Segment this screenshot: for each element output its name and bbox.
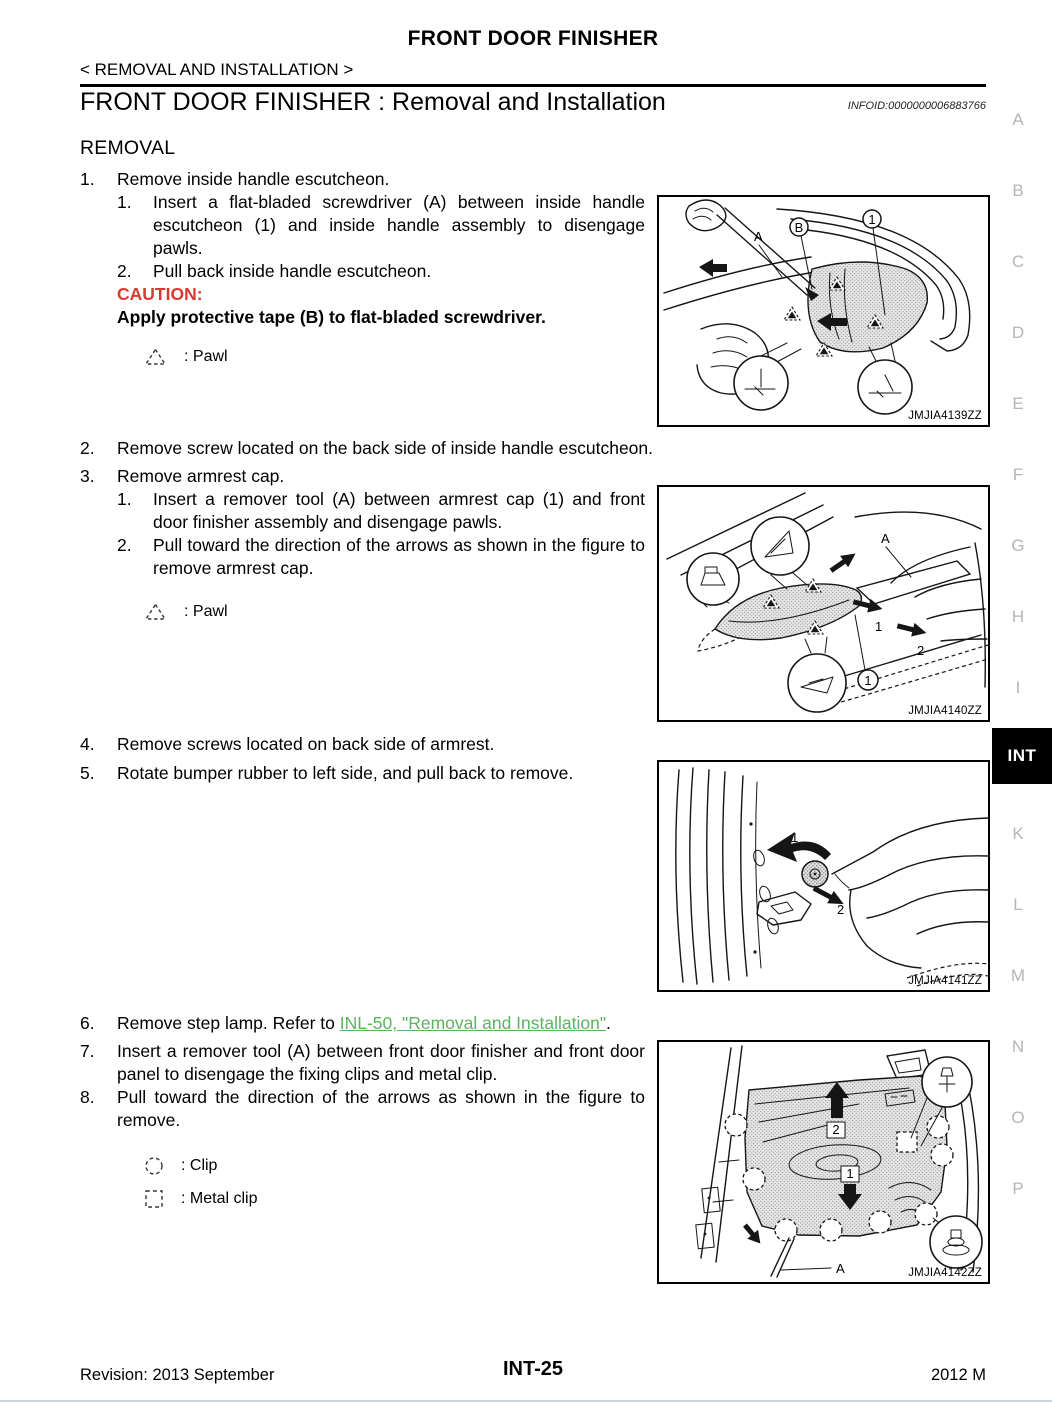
- section-title: FRONT DOOR FINISHER : Removal and Installation: [80, 88, 666, 116]
- legend-pawl: [144, 600, 645, 623]
- figure-caption: JMJIA4140ZZ: [908, 705, 982, 717]
- list-item: [80, 1012, 645, 1035]
- substep-text: Insert a remover tool (A) between armrest cap (1) and front door finisher assembly and disengage pawls.: [153, 489, 645, 532]
- step-number: 7.: [80, 1041, 95, 1061]
- footer-page-number: INT-25: [502, 1358, 564, 1380]
- step-number: 3.: [80, 466, 95, 486]
- step-block-4: [80, 1012, 645, 1210]
- footer-model: 2012 M: [930, 1366, 986, 1384]
- list-item: [80, 733, 645, 756]
- figure-arrow-2: 2: [832, 1122, 840, 1137]
- legend-metal-clip: [144, 1187, 645, 1210]
- list-item: [80, 465, 645, 488]
- substep-text: Insert a flat-bladed screwdriver (A) between inside handle escutcheon (1) and inside handle assembly to disengage pawls.: [153, 192, 645, 258]
- figure-label-a: A: [881, 531, 890, 546]
- list-subitem: [117, 534, 645, 580]
- pawl-icon: [144, 603, 167, 621]
- step-text: Remove armrest cap.: [117, 466, 285, 486]
- pawl-icon: [144, 348, 167, 366]
- index-letter-n: N: [1011, 1037, 1025, 1056]
- figure-caption: JMJIA4141ZZ: [908, 975, 982, 987]
- figure-front-door-finisher: [657, 1040, 990, 1284]
- substep-number: 2.: [117, 535, 132, 555]
- step-text: Remove screw located on the back side of inside handle escutcheon.: [117, 438, 654, 458]
- legend-clip: [144, 1154, 645, 1177]
- figure-label-1: 1: [868, 212, 876, 227]
- list-subitem: [117, 488, 645, 534]
- figure-armrest-cap: [657, 485, 990, 722]
- index-letter-a: A: [1012, 110, 1024, 129]
- legend-label: : Metal clip: [181, 1190, 258, 1207]
- step-text: Pull toward the direction of the arrows as shown in the figure to remove.: [117, 1087, 645, 1130]
- figure-illustration: [659, 1042, 988, 1282]
- step-number: 4.: [80, 734, 95, 754]
- metal-clip-icon: [144, 1189, 164, 1209]
- subsection-heading: REMOVAL: [80, 137, 176, 159]
- figure-inside-handle-escutcheon: [657, 195, 990, 427]
- figure-arrow-1: 1: [846, 1166, 854, 1181]
- list-item: [80, 1040, 645, 1086]
- step-text: Remove screws located on back side of armrest.: [117, 734, 495, 754]
- figure-arrow-2: 2: [917, 643, 925, 658]
- section-header: [80, 88, 986, 117]
- step-number: 2.: [80, 438, 95, 458]
- index-letter-d: D: [1011, 323, 1025, 342]
- substep-number: 1.: [117, 192, 132, 212]
- step-text-prefix: Remove step lamp. Refer to: [117, 1013, 340, 1033]
- legend-label: : Pawl: [184, 348, 228, 365]
- step-block-3: [80, 733, 645, 785]
- step-number: 6.: [80, 1013, 95, 1033]
- index-letter-c: C: [1011, 252, 1025, 271]
- legend-label: : Clip: [181, 1157, 218, 1174]
- index-letter-i: I: [1015, 678, 1021, 697]
- figure-illustration: [659, 487, 988, 720]
- list-item: [80, 437, 654, 460]
- substep-text: Pull toward the direction of the arrows as shown in the figure to remove armrest cap.: [153, 535, 645, 578]
- step-text: Insert a remover tool (A) between front door finisher and front door panel to disengage the fixing clips and metal clip.: [117, 1041, 645, 1084]
- footer-revision: Revision: 2013 September: [80, 1366, 275, 1384]
- figure-arrow-2: 2: [837, 902, 845, 917]
- figure-illustration: [659, 197, 988, 425]
- infoid-label: INFOID:0000000006883766: [847, 100, 986, 112]
- substep-number: 1.: [117, 489, 132, 509]
- step-text: Remove inside handle escutcheon.: [117, 169, 390, 189]
- list-item: [80, 168, 645, 191]
- figure-bumper-rubber: [657, 760, 990, 992]
- step-number: 8.: [80, 1087, 95, 1107]
- clip-icon: [144, 1156, 164, 1176]
- header-divider: [80, 84, 986, 87]
- index-letter-o: O: [1011, 1108, 1025, 1127]
- step-block-1: [80, 168, 645, 368]
- index-letter-p: P: [1012, 1179, 1024, 1198]
- figure-arrow-1: 1: [875, 619, 883, 634]
- index-letter-k: K: [1012, 824, 1024, 843]
- figure-arrow-1: 1: [791, 830, 799, 845]
- step-number: 5.: [80, 763, 95, 783]
- figure-caption: JMJIA4142ZZ: [908, 1267, 982, 1279]
- substep-text: Pull back inside handle escutcheon.: [153, 261, 432, 281]
- index-letter-m: M: [1010, 966, 1026, 985]
- step-block-2: [80, 437, 654, 623]
- legend-label: : Pawl: [184, 603, 228, 620]
- breadcrumb: < REMOVAL AND INSTALLATION >: [80, 60, 354, 79]
- index-letter-e: E: [1012, 394, 1024, 413]
- list-subitem: [117, 191, 645, 260]
- list-item: [80, 762, 645, 785]
- caution-text: Apply protective tape (B) to flat-bladed screwdriver.: [117, 307, 546, 327]
- caution-label: CAUTION:: [117, 284, 203, 304]
- step-text-suffix: .: [606, 1013, 611, 1033]
- legend-pawl: [144, 345, 645, 368]
- step-text: Rotate bumper rubber to left side, and pull back to remove.: [117, 763, 574, 783]
- section-tab-int: [992, 728, 1052, 784]
- substep-number: 2.: [117, 261, 132, 281]
- figure-label-b: B: [794, 220, 804, 235]
- index-letter-h: H: [1011, 607, 1025, 626]
- list-item: [80, 1086, 645, 1132]
- figure-illustration: [659, 762, 988, 990]
- figure-label-a: A: [836, 1261, 845, 1276]
- index-letter-b: B: [1012, 181, 1024, 200]
- figure-caption: JMJIA4139ZZ: [908, 410, 982, 422]
- figure-label-1: 1: [864, 673, 872, 688]
- page-bottom-edge: [0, 1400, 1052, 1402]
- index-letter-f: F: [1012, 465, 1024, 484]
- reference-link[interactable]: INL-50, "Removal and Installation": [339, 1013, 607, 1033]
- index-letter-l: L: [1013, 895, 1023, 914]
- page-title: FRONT DOOR FINISHER: [407, 27, 659, 50]
- index-letter-g: G: [1011, 536, 1025, 555]
- figure-label-a: A: [754, 229, 763, 244]
- step-number: 1.: [80, 169, 95, 189]
- list-subitem: [117, 260, 645, 283]
- step-text: [117, 1012, 645, 1035]
- section-tab-label: INT: [1007, 746, 1037, 765]
